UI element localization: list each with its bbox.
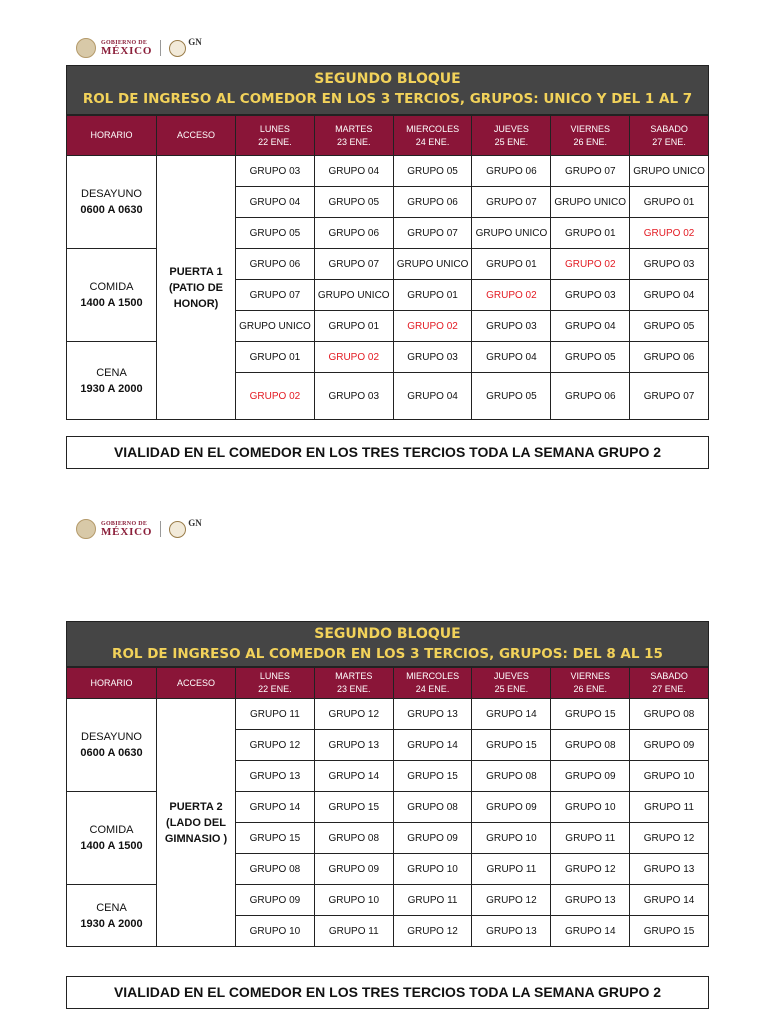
guardia-nacional-icon [169,40,186,57]
horario-header: HORARIO [67,668,157,699]
day-header [472,116,551,156]
group-cell: GRUPO 03 [236,156,315,187]
block-banner [66,65,709,115]
access-line: PUERTA 2 [169,800,223,813]
gob-line2: MÉXICO [101,44,153,57]
day-name: SABADO [650,671,688,681]
day-date: 27 ENE. [652,684,686,694]
header-row [67,116,709,156]
group-cell: GRUPO 12 [630,823,709,854]
group-cell: GRUPO 05 [314,187,393,218]
group-cell: GRUPO 10 [472,823,551,854]
group-cell: GRUPO 12 [314,699,393,730]
meal-name: CENA [96,901,127,914]
meal-name: COMIDA [89,281,134,293]
group-cell: GRUPO 14 [314,761,393,792]
group-cell: GRUPO UNICO [236,311,315,342]
meal-name: CENA [96,366,127,379]
group-cell: GRUPO 05 [393,156,472,187]
logo-divider [160,521,161,537]
group-cell: GRUPO 05 [630,311,709,342]
group-cell: GRUPO 06 [472,156,551,187]
group-cell: GRUPO 11 [551,823,630,854]
day-date: 24 ENE. [415,684,450,694]
day-name: MARTES [335,671,373,681]
group-cell: GRUPO 02 [551,249,630,280]
vialidad-note-2: VIALIDAD EN EL COMEDOR EN LOS TRES TERCIOS TODA LA SEMANA GRUPO 2 [66,976,709,1009]
meal-cell [67,792,157,885]
guardia-nacional-icon [169,521,186,538]
access-line: (LADO DEL [166,816,226,829]
group-cell: GRUPO 01 [314,311,393,342]
group-cell: GRUPO 07 [236,280,315,311]
gob-line2: MÉXICO [101,525,153,538]
group-cell: GRUPO 11 [472,854,551,885]
schedule-block-1 [66,65,709,420]
group-cell: GRUPO 15 [472,730,551,761]
group-cell: GRUPO 14 [472,699,551,730]
group-cell: GRUPO 11 [236,699,315,730]
meal-time: 1930 A 2000 [80,917,143,930]
day-date: 23 ENE. [336,136,371,147]
meal-cell [67,699,157,792]
day-header [551,668,630,699]
day-header [393,116,472,156]
day-header [472,668,551,699]
group-cell: GRUPO 05 [551,342,630,373]
group-cell: GRUPO 01 [393,280,472,311]
day-header [314,668,393,699]
group-cell: GRUPO 06 [630,342,709,373]
meal-name: DESAYUNO [81,731,142,743]
day-header [236,116,315,156]
group-cell: GRUPO 06 [314,218,393,249]
group-cell: GRUPO 13 [472,916,551,947]
group-cell: GRUPO 08 [472,761,551,792]
group-cell: GRUPO 13 [551,885,630,916]
group-cell: GRUPO 08 [551,730,630,761]
day-name: MIERCOLES [406,671,460,681]
day-name: LUNES [259,123,290,134]
day-name: MARTES [335,123,373,134]
gob-text [101,40,152,57]
block-title: SEGUNDO BLOQUE [314,626,461,642]
group-cell: GRUPO 12 [393,916,472,947]
day-date: 24 ENE. [415,136,450,147]
group-cell: GRUPO UNICO [472,218,551,249]
group-cell: GRUPO 04 [551,311,630,342]
group-cell: GRUPO 03 [393,342,472,373]
group-cell: GRUPO 04 [393,373,472,420]
group-cell: GRUPO 15 [314,792,393,823]
day-date: 26 ENE. [573,684,607,694]
access-line: GIMNASIO ) [164,832,228,845]
group-cell: GRUPO UNICO [393,249,472,280]
group-cell: GRUPO 07 [630,373,709,420]
meal-time: 0600 A 0630 [80,204,143,216]
day-name: VIERNES [570,671,610,681]
gob-text [101,521,152,538]
group-cell: GRUPO 06 [551,373,630,420]
day-name: MIERCOLES [406,123,460,134]
meal-name: DESAYUNO [81,188,142,200]
day-date: 23 ENE. [336,684,371,694]
group-cell: GRUPO 03 [551,280,630,311]
group-cell: GRUPO 07 [551,156,630,187]
table-row [67,699,709,730]
meal-time: 1400 A 1500 [80,840,143,852]
access-line: (PATIO DE [169,281,223,294]
mexico-seal-icon [76,519,96,539]
group-cell: GRUPO 13 [314,730,393,761]
group-cell: GRUPO 15 [236,823,315,854]
group-cell: GRUPO 01 [236,342,315,373]
group-cell: GRUPO 12 [236,730,315,761]
group-cell: GRUPO 03 [472,311,551,342]
group-cell: GRUPO 10 [314,885,393,916]
meal-cell [67,156,157,249]
day-header [630,668,709,699]
group-cell: GRUPO 09 [472,792,551,823]
group-cell: GRUPO UNICO [314,280,393,311]
group-cell: GRUPO 03 [630,249,709,280]
group-cell: GRUPO 15 [551,699,630,730]
day-name: JUEVES [493,671,529,681]
group-cell: GRUPO 04 [314,156,393,187]
group-cell: GRUPO 08 [630,699,709,730]
meal-name: COMIDA [89,824,134,836]
group-cell: GRUPO 02 [630,218,709,249]
group-cell: GRUPO 10 [630,761,709,792]
acceso-header: ACCESO [157,668,236,699]
gob-line1: GOBIERNO DE [101,520,148,527]
group-cell: GRUPO 15 [630,916,709,947]
group-cell: GRUPO 11 [393,885,472,916]
meal-cell [67,342,157,420]
group-cell: GRUPO 02 [236,373,315,420]
block-subtitle: ROL DE INGRESO AL COMEDOR EN LOS 3 TERCIOS, GRUPOS: UNICO Y DEL 1 AL 7 [82,91,693,107]
block-title: SEGUNDO BLOQUE [314,71,461,87]
group-cell: GRUPO 15 [393,761,472,792]
group-cell: GRUPO 13 [630,854,709,885]
day-date: 22 ENE. [258,136,292,147]
schedule-block-2 [66,621,709,947]
group-cell: GRUPO 09 [393,823,472,854]
access-line: PUERTA 1 [169,265,223,278]
group-cell: GRUPO 14 [630,885,709,916]
meal-time: 0600 A 0630 [80,747,143,759]
gn-label: GN [188,518,202,528]
group-cell: GRUPO 14 [551,916,630,947]
group-cell: GRUPO 12 [472,885,551,916]
vialidad-note: VIALIDAD EN EL COMEDOR EN LOS TRES TERCIOS TODA LA SEMANA GRUPO 2 [66,436,709,469]
gobierno-mexico-logo [76,37,202,59]
block-subtitle: ROL DE INGRESO AL COMEDOR EN LOS 3 TERCIOS, GRUPOS: DEL 8 AL 15 [112,646,663,662]
meal-time: 1930 A 2000 [80,382,143,395]
group-cell: GRUPO 02 [472,280,551,311]
group-cell: GRUPO 09 [630,730,709,761]
mexico-seal-icon [76,38,96,58]
gobierno-mexico-logo-2 [76,518,202,540]
group-cell: GRUPO 13 [236,761,315,792]
access-line: HONOR) [173,297,219,310]
group-cell: GRUPO 07 [314,249,393,280]
day-date: 25 ENE. [494,136,529,147]
group-cell: GRUPO 03 [314,373,393,420]
group-cell: GRUPO 07 [393,218,472,249]
block-banner [66,621,709,667]
schedule-table [66,115,709,420]
group-cell: GRUPO 01 [472,249,551,280]
day-name: LUNES [259,671,290,681]
group-cell: GRUPO 02 [393,311,472,342]
day-name: JUEVES [493,123,529,134]
group-cell: GRUPO 11 [630,792,709,823]
group-cell: GRUPO 06 [393,187,472,218]
group-cell: GRUPO 07 [472,187,551,218]
group-cell: GRUPO 10 [393,854,472,885]
group-cell: GRUPO 12 [551,854,630,885]
group-cell: GRUPO 01 [630,187,709,218]
day-date: 25 ENE. [494,684,529,694]
meal-time: 1400 A 1500 [80,297,143,309]
day-name: SABADO [650,123,688,134]
group-cell: GRUPO 02 [314,342,393,373]
day-date: 27 ENE. [652,136,686,147]
day-date: 26 ENE. [573,136,607,147]
acceso-header: ACCESO [157,116,236,156]
schedule-table [66,667,709,947]
group-cell: GRUPO 11 [314,916,393,947]
meal-cell [67,249,157,342]
horario-header: HORARIO [67,116,157,156]
day-header [630,116,709,156]
group-cell: GRUPO 09 [314,854,393,885]
group-cell: GRUPO 13 [393,699,472,730]
group-cell: GRUPO 04 [630,280,709,311]
group-cell: GRUPO 09 [236,885,315,916]
access-cell [157,156,236,420]
group-cell: GRUPO 05 [472,373,551,420]
group-cell: GRUPO 10 [236,916,315,947]
group-cell: GRUPO 08 [236,854,315,885]
day-header [314,116,393,156]
day-header [236,668,315,699]
day-header [551,116,630,156]
group-cell: GRUPO 01 [551,218,630,249]
group-cell: GRUPO 10 [551,792,630,823]
group-cell: GRUPO 09 [551,761,630,792]
group-cell: GRUPO 14 [236,792,315,823]
group-cell: GRUPO 06 [236,249,315,280]
meal-cell [67,885,157,947]
header-row [67,668,709,699]
table-row [67,156,709,187]
gn-label: GN [188,37,202,47]
gob-line1: GOBIERNO DE [101,39,148,46]
group-cell: GRUPO 08 [314,823,393,854]
logo-divider [160,40,161,56]
access-cell [157,699,236,947]
day-date: 22 ENE. [258,684,292,694]
day-header [393,668,472,699]
group-cell: GRUPO 04 [472,342,551,373]
group-cell: GRUPO 08 [393,792,472,823]
group-cell: GRUPO 04 [236,187,315,218]
group-cell: GRUPO UNICO [551,187,630,218]
group-cell: GRUPO UNICO [630,156,709,187]
day-name: VIERNES [570,123,610,134]
group-cell: GRUPO 14 [393,730,472,761]
group-cell: GRUPO 05 [236,218,315,249]
